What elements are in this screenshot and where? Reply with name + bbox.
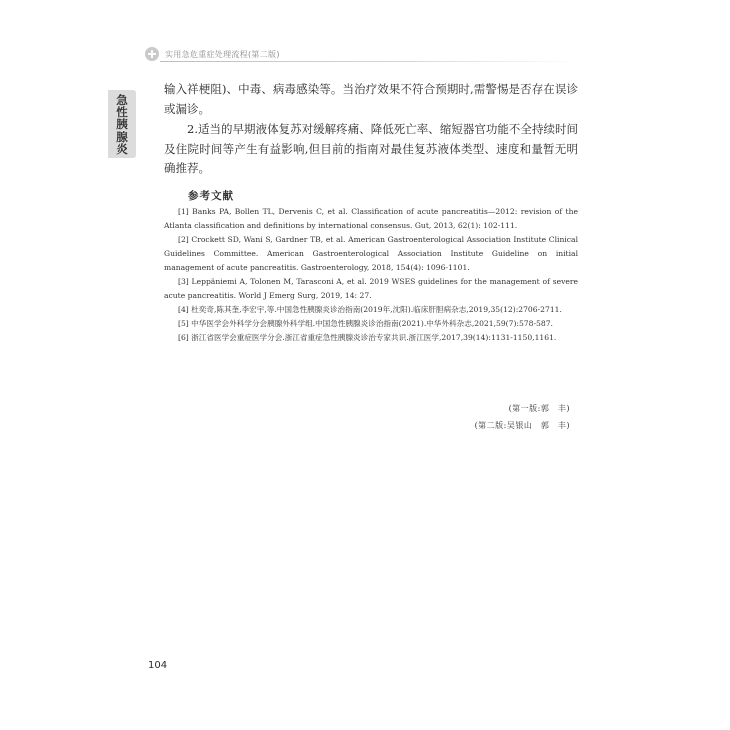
- reference-item: [1] Banks PA, Bollen TL, Dervenis C, et al. Classification of acute pancreatitis—2012: revision of the Atlanta classification and definitions by international consensus. Gut, 2013, 62(1): 102-111.: [164, 207, 578, 230]
- plus-circle-icon: [145, 47, 159, 61]
- side-tab-character: 腺: [116, 129, 128, 144]
- body-text: [164, 80, 578, 179]
- running-header: [145, 47, 280, 61]
- side-tab-character: 炎: [116, 141, 128, 156]
- page-number: 104: [148, 660, 168, 671]
- side-tab-character: 胰: [116, 117, 128, 132]
- header-divider: [160, 61, 580, 62]
- chapter-side-tab: [108, 90, 136, 158]
- chapter-side-tab-label: [108, 94, 136, 155]
- second-edition-credit: (第二版:吴银山 郭 丰): [474, 421, 570, 430]
- first-edition-credit: (第一版:郭 丰): [508, 404, 570, 413]
- running-header-title: 实用急危重症处理流程(第二版): [165, 49, 280, 59]
- references-list: [164, 205, 578, 345]
- paragraph-fluid-resuscitation: 2.适当的早期液体复苏对缓解疼痛、降低死亡率、缩短器官功能不全持续时间及住院时间等产生有益影响,但目前的指南对最佳复苏液体类型、速度和量暂无明确推荐。: [164, 122, 578, 175]
- reference-item: [5] 中华医学会外科学分会胰腺外科学组.中国急性胰腺炎诊治指南(2021).中华外科杂志,2021,59(7):578-587.: [178, 319, 553, 328]
- reference-item: [3] Leppäniemi A, Tolonen M, Tarasconi A, et al. 2019 WSES guidelines for the management of severe acute pancreatitis. World J Emerg Surg, 2019, 14: 27.: [164, 277, 578, 300]
- reference-item: [2] Crockett SD, Wani S, Gardner TB, et al. American Gastroenterological Association Institute Clinical Guidelines Committee. American Gastroenterological Association Institute Guideline on initial management of acute pancreatitis. Gastroenterology, 2018, 154(4): 1096-1101.: [164, 235, 578, 272]
- author-credits: [475, 400, 570, 434]
- reference-item: [6] 浙江省医学会重症医学分会.浙江省重症急性胰腺炎诊治专家共识.浙江医学,2017,39(14):1131-1150,1161.: [178, 333, 557, 342]
- reference-item: [4] 杜奕奇,陈其奎,李宏宇,等.中国急性胰腺炎诊治指南(2019年,沈阳).临床肝胆病杂志,2019,35(12):2706-2711.: [178, 305, 562, 314]
- side-tab-character: 急: [116, 93, 128, 107]
- side-tab-character: 性: [116, 105, 128, 120]
- references-heading: 参考文献: [188, 190, 234, 202]
- paragraph-continuation: 输入祥梗阻)、中毒、病毒感染等。当治疗效果不符合预期时,需警惕是否存在误诊或漏诊。: [164, 82, 578, 116]
